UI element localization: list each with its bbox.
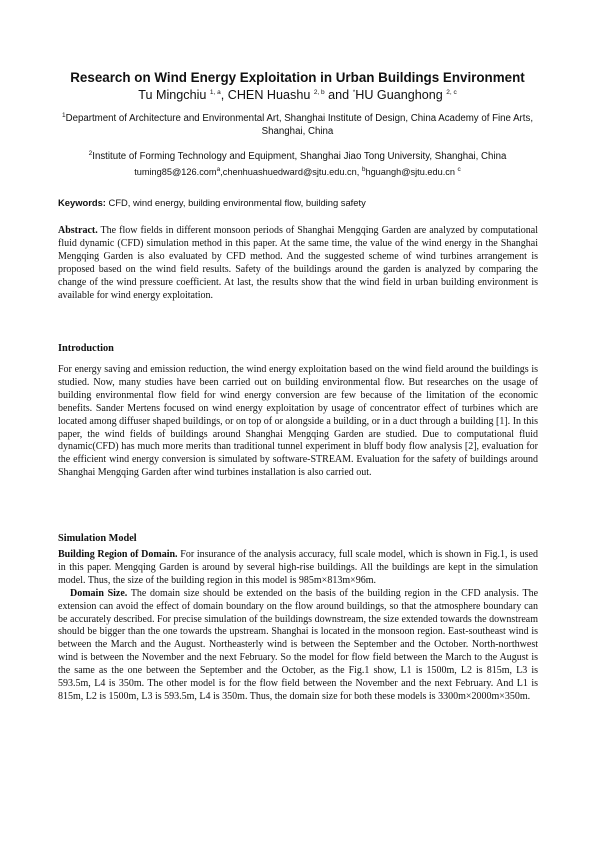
simulation-model-section <box>58 549 538 704</box>
paper-title: Research on Wind Energy Exploitation in Urban Buildings Environment <box>70 70 525 85</box>
domain-size-paragraph <box>58 588 538 704</box>
email-c: $^b$hguangh@sjtu.edu.cn $^c$ <box>361 165 461 177</box>
keywords <box>58 196 538 209</box>
author-1: Tu Mingchiu $^{1, a}$, <box>138 88 228 102</box>
domain-size-label: Domain Size. <box>70 587 128 599</box>
section-heading-introduction: Introduction <box>58 343 114 354</box>
section-heading-simulation-model: Simulation Model <box>58 533 137 544</box>
abstract <box>58 225 538 302</box>
author-2: CHEN Huashu $^{2, b}$ and <box>227 88 353 102</box>
email-a: tuming85@126.com$^a$, <box>134 165 223 177</box>
introduction-paragraph: For energy saving and emission reduction, the wind energy exploitation based on the wind field around the buildings is studied. Now, many studies have been carried out on building environmental flow. But researches on the usage of building environmental flow field for wind energy conversion are few because of the limitation of the economic benefits. Sander Mertens focused on wind energy exploitation by usage of concentrator effect of turbines which are located among diffuser shaped buildings, or on top of or alongside a building, or in a duct through a building [1]. In this paper, the wind fields of buildings around Shanghai Mengqing Garden are studied. Due to computational fluid dynamic(CFD) has much more merits than traditional tunnel experiment in bluff body flow analysis [2], evaluation for the efficient wind energy conversion is simulated by software-STREAM. Evaluation for the safety of buildings around Shanghai Mengqing Garden after wind turbines installation is also carried out. <box>58 364 538 479</box>
building-region-text: For insurance of the analysis accuracy, full scale model, which is shown in Fig.1, is used in this paper. Mengqing Garden is around by several high-rise buildings. All the buildings are kept in the simulation model. Thus, the size of the building region in this model is 985m×813m×96m. <box>58 549 538 586</box>
author-emails <box>60 166 535 179</box>
author-3: *HU Guanghong $^{2, c}$ <box>352 88 457 102</box>
affiliation-2: $^2$Institute of Forming Technology and Equipment, Shanghai Jiao Tong University, Shanghai, China <box>88 149 507 162</box>
domain-size-text: The domain size should be extended on the basis of the building region in the CFD analysis. The extension can avoid the effect of domain boundary on the flow around buildings, so that the atmosphere boundary can be accurately described. For precise simulation of the buildings downstream, the size extended towards the downstream should be bigger than the one towards the upstream. Shanghai is located in the monsoon region. East-southeast wind is between the March and the August. Northeasterly wind is between the September and the October. North-northwest wind is between the November and the next February. So the model for flow field between the March to the August is the same as the one between the September and the October, as the Fig.1 show, L1 is 1500m, L2 is 815m, L3 is 593.5m, L4 is 350m. The other model is for the flow field between the November and the next February. And L1 is 815m, L2 is 1500m, L3 is 593.5m, L4 is 350m. Thus, the domain size for both these models is 3300m×2000m×350m. <box>58 587 539 702</box>
building-region-paragraph <box>58 549 538 588</box>
affiliation-1: $^1$Department of Architecture and Environmental Art, Shanghai Institute of Design, China Academy of Fine Arts, Shanghai, China <box>61 111 534 137</box>
abstract-text: The flow fields in different monsoon periods of Shanghai Mengqing Garden are analyzed by computational fluid dynamic (CFD) simulation method in this paper. At the same time, the value of the wind energy in the Shanghai Mengqing Garden is also evaluated by CFD method. And the suggested scheme of wind turbines arrangement is proposed based on the wind field results. Safety of the buildings around the garden is analyzed by comparing the change of the wind pressure coefficient. At last, the results show that the wind field in urban building environment is available for wind energy exploitation. <box>58 225 538 301</box>
abstract-label: Abstract. <box>58 225 98 236</box>
email-b: chenhuashuedward@sjtu.edu.cn, <box>222 167 362 177</box>
keywords-label: Keywords: <box>58 197 106 208</box>
author-list <box>40 87 555 104</box>
keywords-text: CFD, wind energy, building environmental flow, building safety <box>105 197 366 208</box>
building-region-label: Building Region of Domain. <box>58 549 178 560</box>
